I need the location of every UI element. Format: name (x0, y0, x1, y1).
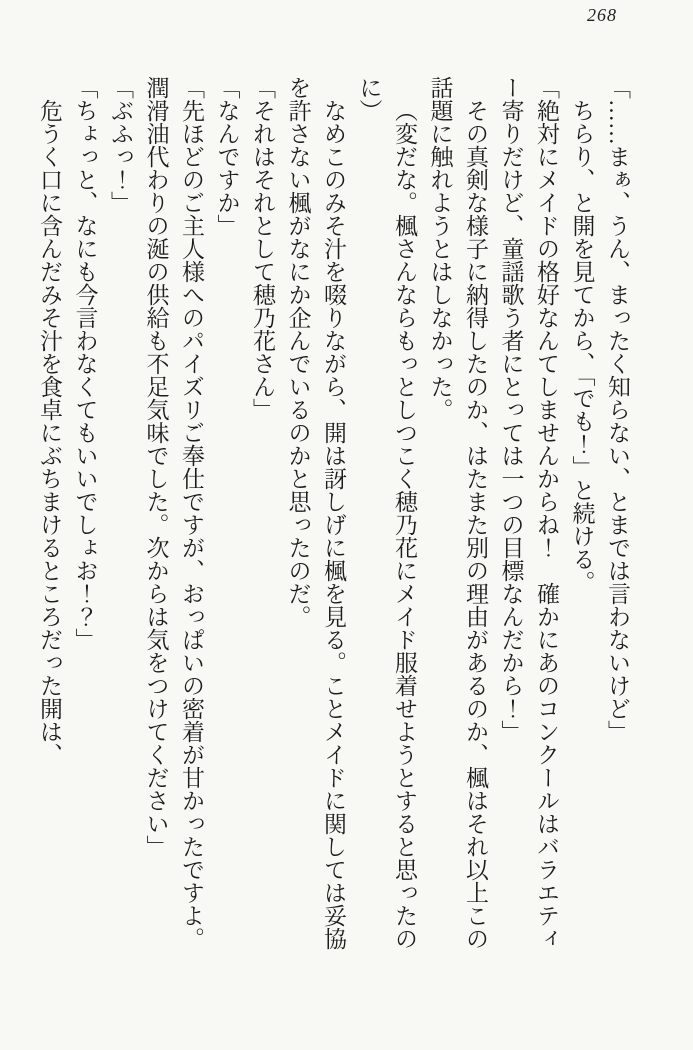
paragraph: 危うく口に含んだみそ汁を食卓にぶちまけるところだった開は、 (37, 99, 62, 766)
paragraph: 「それはそれとして穂乃花さん」 (250, 76, 275, 421)
paragraph: 「ちょっと、なにも今言わなくてもいいでしょお！？」 (72, 76, 98, 651)
paragraph: 「先ほどのご主人様へのパイズリご奉仕ですが、おっぱいの密着が甘かったですよ。潤滑油代わりの涎の供給も不足気味でした。次からは気をつけてください」 (143, 76, 204, 950)
paragraph: その真剣な様子に納得したのか、はたまた別の理由があるのか、楓はそれ以上この話題に触れようとはしなかった。 (427, 76, 488, 950)
paragraph: 「……まぁ、うん、まったく知らない、とまでは言わないけど」 (605, 76, 630, 743)
paragraph: 「絶対にメイドの格好なんてしませんからね！ 確かにあのコンクールはバラエティー寄りだけど、童謡歌う者にとっては一つの目標なんだから！」 (498, 76, 559, 950)
text-block (32, 76, 636, 958)
paragraph: （変だな。楓さんならもっとしつこく穂乃花にメイド服着せようとすると思ったのに） (356, 76, 417, 950)
paragraph: 「ぶふっ！」 (108, 76, 133, 214)
paragraph: 「なんですか」 (214, 76, 240, 237)
paragraph: なめこのみそ汁を啜りながら、開は訝しげに楓を見る。ことメイドに関しては妥協を許さない楓がなにか企んでいるのかと思ったのだ。 (285, 76, 346, 950)
page-number: 268 (587, 5, 617, 25)
paragraph: ちらり、と開を見てから、「でも！」と続ける。 (569, 99, 595, 594)
